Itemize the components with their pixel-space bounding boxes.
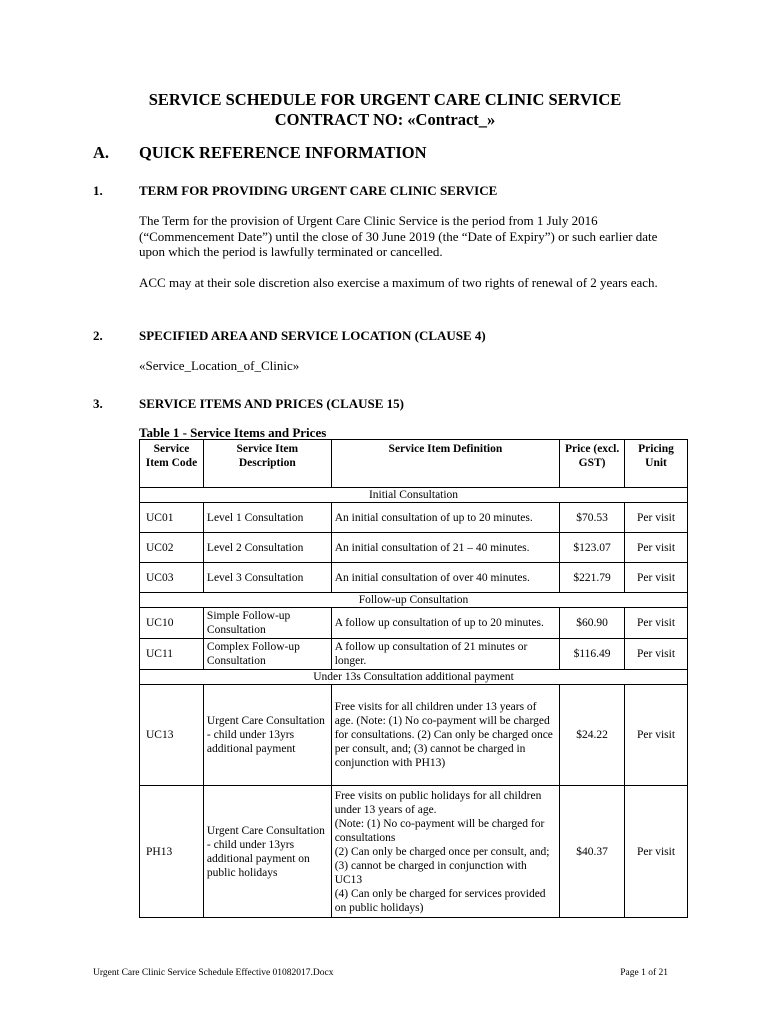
cell-code: UC11: [140, 639, 204, 670]
footer-page-number: Page 1 of 21: [620, 968, 668, 978]
group-row-followup: [140, 593, 688, 608]
cell-unit: Per visit: [625, 533, 688, 563]
cell-code: UC02: [140, 533, 204, 563]
cell-unit: Per visit: [625, 503, 688, 533]
section-1-paragraph-2: ACC may at their sole discretion also exercise a maximum of two rights of renewal of 2 years each.: [139, 275, 658, 290]
cell-definition: A follow up consultation of 21 minutes or longer.: [331, 639, 559, 670]
section-a-title: QUICK REFERENCE INFORMATION: [139, 143, 427, 162]
section-3-title: SERVICE ITEMS AND PRICES (CLAUSE 15): [139, 396, 405, 411]
section-3-number: 3.: [93, 396, 103, 411]
cell-price: $40.37: [560, 786, 625, 918]
table-row: [140, 533, 688, 563]
definition-line: (4) Can only be charged for services provided on public holidays): [334, 887, 546, 914]
cell-code: UC13: [140, 685, 204, 786]
cell-description: Urgent Care Consultation - child under 13yrs additional payment: [203, 685, 331, 786]
cell-description: Simple Follow-up Consultation: [203, 608, 331, 639]
cell-definition: An initial consultation of over 40 minutes.: [331, 563, 559, 593]
cell-price: $221.79: [560, 563, 625, 593]
table-row: [140, 563, 688, 593]
cell-code: UC10: [140, 608, 204, 639]
cell-description: Urgent Care Consultation - child under 13yrs additional payment on public holidays: [203, 786, 331, 918]
cell-definition: An initial consultation of 21 – 40 minutes.: [331, 533, 559, 563]
cell-definition: A follow up consultation of up to 20 minutes.: [331, 608, 559, 639]
cell-description: Level 3 Consultation: [203, 563, 331, 593]
group-label-followup: Follow-up Consultation: [140, 593, 688, 608]
section-1-number: 1.: [93, 183, 103, 198]
cell-price: $116.49: [560, 639, 625, 670]
cell-description: Level 1 Consultation: [203, 503, 331, 533]
section-a-number: A.: [93, 143, 110, 162]
cell-code: UC03: [140, 563, 204, 593]
group-row-initial: [140, 488, 688, 503]
title-line-2: CONTRACT NO: «Contract_»: [274, 110, 496, 129]
cell-price: $123.07: [560, 533, 625, 563]
table-row: [140, 685, 688, 786]
header-definition: Service Item Definition: [331, 440, 559, 488]
cell-price: $60.90: [560, 608, 625, 639]
cell-code: PH13: [140, 786, 204, 918]
cell-unit: Per visit: [625, 563, 688, 593]
cell-description: Level 2 Consultation: [203, 533, 331, 563]
footer-filename: Urgent Care Clinic Service Schedule Effective 01082017.Docx: [93, 968, 334, 978]
section-2-title: SPECIFIED AREA AND SERVICE LOCATION (CLAUSE 4): [139, 328, 486, 343]
table-row: [140, 503, 688, 533]
table-header-row: [140, 440, 688, 488]
section-2-number: 2.: [93, 328, 103, 343]
section-1-title: TERM FOR PROVIDING URGENT CARE CLINIC SERVICE: [139, 183, 498, 198]
table-row: [140, 608, 688, 639]
cell-code: UC01: [140, 503, 204, 533]
table-caption: Table 1 - Service Items and Prices: [139, 425, 327, 440]
cell-unit: Per visit: [625, 639, 688, 670]
group-row-under13: [140, 670, 688, 685]
definition-line: Free visits on public holidays for all children under 13 years of age.: [334, 789, 542, 816]
title-line-1: SERVICE SCHEDULE FOR URGENT CARE CLINIC SERVICE: [148, 90, 622, 109]
table-row: [140, 639, 688, 670]
header-description: Service Item Description: [203, 440, 331, 488]
cell-definition: Free visits for all children under 13 years of age. (Note: (1) No co-payment will be charged for consultations. (2) Can only be charged once per consult, and; (3) cannot be charged in conjunction with PH13): [331, 685, 559, 786]
cell-unit: Per visit: [625, 608, 688, 639]
cell-definition: [331, 786, 559, 918]
header-unit: Pricing Unit: [625, 440, 688, 488]
group-label-initial: Initial Consultation: [140, 488, 688, 503]
section-1-paragraph-1: The Term for the provision of Urgent Care Clinic Service is the period from 1 July 2016 (“Commencement Date”) until the close of 30 June 2019 (the “Date of Expiry”) or such earlier date upon which the period is lawfully terminated or cancelled.: [139, 213, 658, 259]
cell-definition: An initial consultation of up to 20 minutes.: [331, 503, 559, 533]
cell-unit: Per visit: [625, 786, 688, 918]
cell-price: $70.53: [560, 503, 625, 533]
definition-line: (2) Can only be charged once per consult, and; (3) cannot be charged in conjunction with UC13: [334, 845, 550, 886]
service-location-field: «Service_Location_of_Clinic»: [139, 358, 300, 373]
header-code: Service Item Code: [140, 440, 204, 488]
service-items-table: [139, 439, 688, 918]
header-price: Price (excl. GST): [560, 440, 625, 488]
cell-unit: Per visit: [625, 685, 688, 786]
cell-description: Complex Follow-up Consultation: [203, 639, 331, 670]
definition-line: (Note: (1) No co-payment will be charged for consultations: [334, 817, 545, 844]
cell-price: $24.22: [560, 685, 625, 786]
group-label-under13: Under 13s Consultation additional payment: [140, 670, 688, 685]
table-row: [140, 786, 688, 918]
